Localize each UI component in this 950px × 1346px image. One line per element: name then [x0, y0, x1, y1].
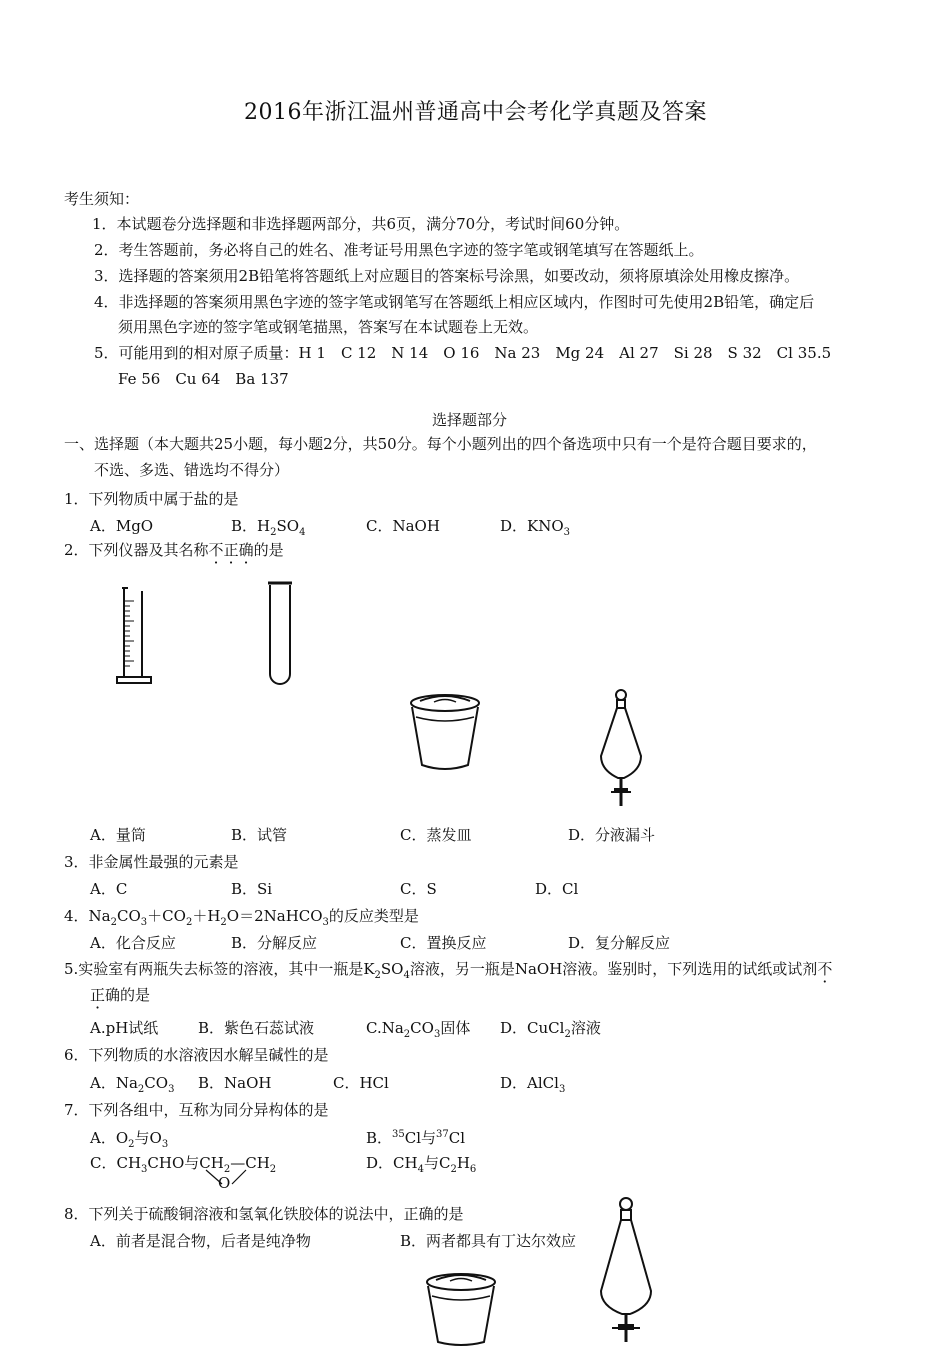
q4-option-c: C．置换反应	[400, 934, 487, 952]
q3-option-b: B．Si	[231, 880, 273, 898]
notice-item-4-cont: 须用黑色字迹的签字笔或钢笔描黑，答案写在本试题卷上无效。	[118, 318, 539, 336]
q7-option-b: B．$^{35}$Cl与$^{37}$Cl	[366, 1129, 466, 1147]
section-intro-2: 不选、多选、错选均不得分）	[94, 461, 290, 479]
notice-item-5: 5．可能用到的相对原子质量：H 1 C 12 N 14 O 16 Na 23 Mg 24 Al 27 Si 28 S 32 Cl 35.5	[94, 344, 832, 362]
q6-option-d: D．AlCl$_3$	[500, 1074, 566, 1095]
q8-option-a: A．前者是混合物，后者是纯净物	[90, 1232, 311, 1250]
notice-item-1: 1．本试题卷分选择题和非选择题两部分，共6页，满分70分，考试时间60分钟。	[92, 215, 630, 233]
crucible-icon-2	[424, 1272, 499, 1346]
q2-option-b: B．试管	[231, 826, 288, 844]
notice-item-4: 4．非选择题的答案须用黑色字迹的签字笔或钢笔写在答题纸上相应区域内，作图时可先使用2B铅笔，确定后	[94, 293, 815, 311]
q2-option-d: D．分液漏斗	[568, 826, 656, 844]
q7-option-d: D．$CH_4$与$C_2H_6$	[366, 1154, 477, 1175]
q5-option-a: A.pH试纸	[90, 1019, 159, 1037]
q5-stem-cont: 正确的是	[90, 986, 151, 1004]
section-intro-1: 一、选择题（本大题共25小题，每小题2分，共50分。每个小题列出的四个备选项中只有一个是符合题目要求的，	[64, 435, 817, 453]
q8-option-b: B．两者都具有丁达尔效应	[400, 1232, 577, 1250]
q1-option-c: C．NaOH	[366, 517, 440, 535]
page-title: 2016年浙江温州普通高中会考化学真题及答案	[244, 100, 707, 125]
notice-item-3: 3．选择题的答案须用2B铅笔将答题纸上对应题目的答案标号涂黑，如要改动，须将原填涂处用橡皮擦净。	[94, 267, 800, 285]
q5-option-b: B．紫色石蕊试液	[198, 1019, 315, 1037]
notice-item-5-cont: Fe 56 Cu 64 Ba 137	[118, 370, 289, 388]
q5-option-d: D．CuCl$_2$溶液	[500, 1019, 601, 1040]
q3-option-a: A．C	[90, 880, 128, 898]
q2-stem: 2．下列仪器及其名称不正确的是	[64, 541, 284, 559]
notice-header: 考生须知：	[64, 190, 140, 208]
q7-option-c-oxygen: O	[218, 1174, 231, 1192]
q5-stem: 5.实验室有两瓶失去标签的溶液，其中一瓶是$K_2SO_4$溶液，另一瓶是NaOH溶液。鉴别时，下列选用的试纸或试剂不	[64, 960, 833, 981]
q1-option-d: D．$KNO_3$	[500, 517, 571, 538]
q4-option-d: D．复分解反应	[568, 934, 671, 952]
q2-option-c: C．蒸发皿	[400, 826, 472, 844]
q8-stem: 8．下列关于硫酸铜溶液和氢氧化铁胶体的说法中，正确的是	[64, 1205, 464, 1223]
q3-option-d: D．Cl	[535, 880, 579, 898]
q7-stem: 7．下列各组中，互称为同分异构体的是	[64, 1101, 329, 1119]
q3-stem: 3．非金属性最强的元素是	[64, 853, 239, 871]
q3-option-c: C．S	[400, 880, 437, 898]
graduated-cylinder-icon	[110, 585, 160, 690]
q6-option-c: C．HCl	[333, 1074, 389, 1092]
separatory-funnel-icon	[596, 688, 646, 813]
q2-option-a: A．量筒	[90, 826, 146, 844]
q6-stem: 6．下列物质的水溶液因水解呈碱性的是	[64, 1046, 329, 1064]
crucible-icon	[408, 693, 483, 773]
separatory-funnel-icon-2	[596, 1196, 656, 1346]
test-tube-icon	[262, 580, 298, 690]
section-title: 选择题部分	[432, 411, 508, 429]
q5-option-c: $C.Na_2CO_3$固体	[366, 1019, 471, 1040]
q6-option-b: B．NaOH	[198, 1074, 272, 1092]
q1-option-a: A．MgO	[90, 517, 154, 535]
q6-option-a: A．$Na_2CO_3$	[90, 1074, 175, 1095]
q4-option-a: A．化合反应	[90, 934, 176, 952]
q1-option-b: B．$H_2SO_4$	[231, 517, 306, 538]
q7-option-c: C．$CH_3CHO$与$CH_2—CH_2$	[90, 1154, 277, 1175]
q7-option-a: A．$O_2$与$O_3$	[90, 1129, 169, 1150]
q1-stem: 1．下列物质中属于盐的是	[64, 490, 239, 508]
q4-option-b: B．分解反应	[231, 934, 318, 952]
notice-item-2: 2．考生答题前，务必将自己的姓名、准考证号用黑色字迹的签字笔或钢笔填写在答题纸上。	[94, 241, 704, 259]
q4-stem: 4．$Na_2CO_3+CO_2+H_2O=2NaHCO_3$的反应类型是	[64, 907, 419, 928]
